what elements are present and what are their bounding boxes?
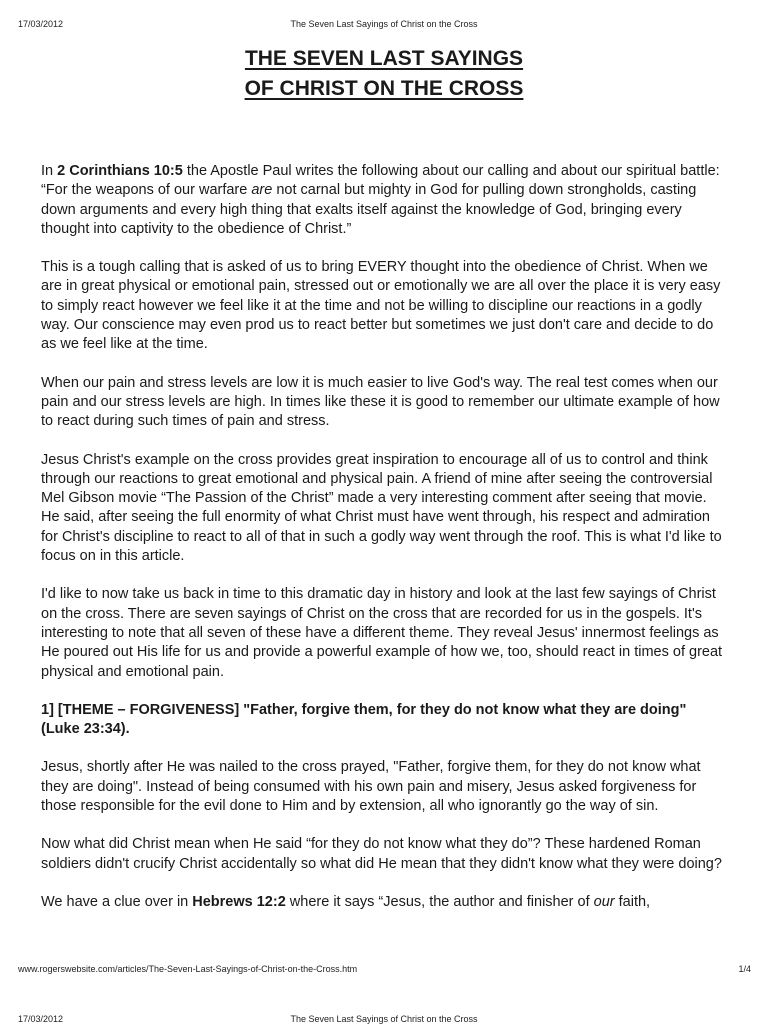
title-line-1: THE SEVEN LAST SAYINGS bbox=[244, 47, 524, 70]
page-url: www.rogerswebsite.com/articles/The-Seven-Last-Sayings-of-Christ-on-the-Cross.htm bbox=[18, 964, 358, 974]
print-footer bbox=[0, 962, 768, 976]
paragraph-5: I'd like to now take us back in time to this dramatic day in history and look at the last few sayings of Christ on the cross. There are seven sayings of Christ on the cross that are recorded for us in the gospels. It's interesting to note that all seven of these have a different theme. They reveal Jesus' innermost feelings as He poured out His life for us and provide a powerful example of how we, too, should react in times of great physical and emotional pain. bbox=[41, 586, 723, 680]
p8-text-b: where it says “Jesus, the author and finisher of bbox=[285, 893, 594, 910]
paragraph-3: When our pain and stress levels are low it is much easier to live God's way. The real test comes when our pain and our stress levels are high. In times like these it is good to remember our ultimate example of how to react during such times of pain and stress. bbox=[41, 374, 720, 430]
paragraph-7: Now what did Christ mean when He said “for they do not know what they do”? These hardened Roman soldiers didn't crucify Christ accidentally so what did He mean that they didn't know what they were doing? bbox=[41, 836, 722, 872]
p1-text-a: In bbox=[41, 163, 58, 179]
p1-text-b: the Apostle Paul writes the following about our calling and about our spiritual battle: “For the weapons of our warfare bbox=[41, 163, 720, 199]
scripture-reference-2: Hebrews 12:2 bbox=[192, 893, 286, 910]
paragraph-4: Jesus Christ's example on the cross provides great inspiration to encourage all of us to control and think through our reactions to great emotional and physical pain. A friend of mine after seeing the controversial Mel Gibson movie “The Passion of the Christ” made a very interesting comment after seeing that movie. He said, after seeing the full enormity of what Christ must have went through, his respect and admiration for Christ's discipline to react to all of that in such a godly way went through the roof. This is what I'd like to focus on in this article. bbox=[41, 451, 722, 565]
title-line-2: OF CHRIST ON THE CROSS bbox=[244, 77, 524, 100]
scripture-reference: 2 Corinthians 10:5 bbox=[57, 163, 183, 179]
print-header-title: The Seven Last Sayings of Christ on the Cross bbox=[290, 19, 478, 29]
print-header bbox=[0, 17, 768, 31]
page-number: 1/4 bbox=[738, 964, 751, 974]
print-header-title: The Seven Last Sayings of Christ on the Cross bbox=[290, 1014, 478, 1024]
print-date: 17/03/2012 bbox=[18, 19, 64, 29]
p1-emphasis: are bbox=[251, 182, 273, 199]
paragraph-intro bbox=[41, 162, 727, 239]
saying-1-heading: 1] [THEME – FORGIVENESS] "Father, forgive them, for they do not know what they are doing" (Luke 23:34). bbox=[41, 701, 687, 738]
paragraph-2: This is a tough calling that is asked of us to bring EVERY thought into the obedience of Christ. When we are in great physical or emotional pain, stressed out or emotionally we are all over the place it is very easy to simply react however we feel like it at the time and not be willing to discipline our reactions in a godly way. Our conscience may even prod us to react better but sometimes we just don't care and decide to do as we feel like at the time. bbox=[41, 259, 721, 353]
article-body bbox=[41, 162, 727, 958]
p8-emphasis: our bbox=[593, 893, 615, 910]
paragraph-6: Jesus, shortly after He was nailed to the cross prayed, "Father, forgive them, for they do not know what they are doing". Instead of being consumed with his own pain and misery, Jesus asked forgiveness for those responsible for the evil done to Him and by extension, all who ignorantly go the way of sin. bbox=[41, 759, 701, 815]
document-title bbox=[0, 44, 768, 104]
p8-text-a: We have a clue over in bbox=[41, 893, 193, 910]
paragraph-8 bbox=[41, 893, 727, 912]
p1-text-c: not carnal but mighty in God for pulling down strongholds, casting down arguments and every high thing that exalts itself against the knowledge of God, bringing every thought into captivity to the obedience of Christ.” bbox=[41, 182, 697, 237]
print-date: 17/03/2012 bbox=[18, 1014, 64, 1024]
p8-text-c: faith, bbox=[614, 893, 651, 910]
